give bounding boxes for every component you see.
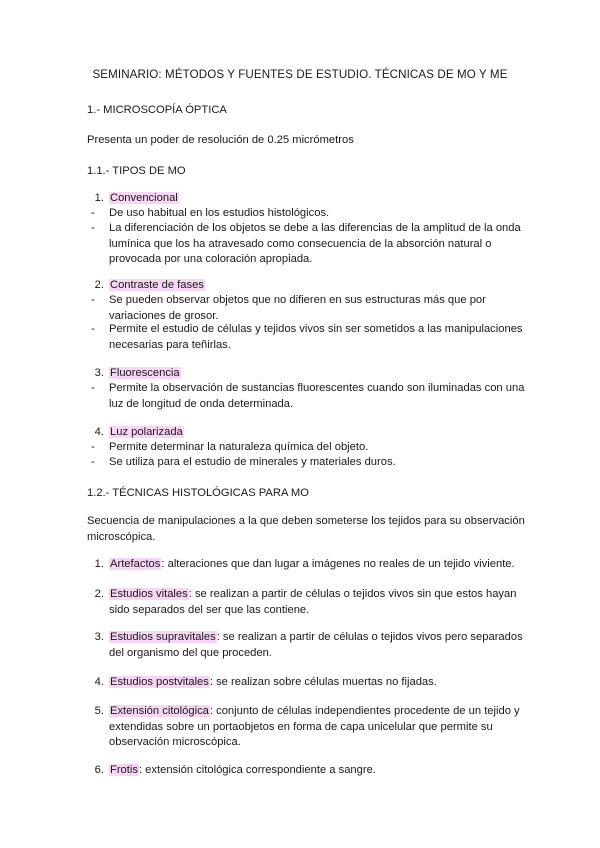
list-number: 4. <box>94 426 104 438</box>
bullet-text: Permite determinar la naturaleza química del objeto. <box>109 441 369 453</box>
list-number: 5. <box>94 705 104 717</box>
highlighted-term: Frotis <box>110 764 138 776</box>
term-separator: : <box>161 558 165 570</box>
term-separator: : <box>209 676 213 688</box>
section-heading-microscopia-optica: 1.- MICROSCOPÍA ÓPTICA <box>87 104 227 116</box>
section-heading-tecnicas-histologicas: 1.2.- TÉCNICAS HISTOLÓGICAS PARA MO <box>87 487 309 499</box>
highlighted-term: Fluorescencia <box>110 367 180 379</box>
highlighted-term: Estudios postvitales <box>110 676 209 688</box>
bullet-text: De uso habitual en los estudios histológicos. <box>109 207 330 219</box>
highlighted-term: Contraste de fases <box>110 279 204 291</box>
definition-text: se realizan a partir de células o tejidos vivos sin que estos hayan sido separados del ser que las contiene. <box>109 588 517 616</box>
bullet-text: Se utiliza para el estudio de minerales y materiales duros. <box>109 456 396 468</box>
dash-bullet: - <box>91 456 95 468</box>
definition-text: conjunto de células independientes procedente de un tejido y extendidas sobre un portaobjetos en forma de capa unicelular que permite su observación microscópica. <box>109 705 520 748</box>
highlighted-term: Luz polarizada <box>110 426 183 438</box>
list-number: 6. <box>94 764 104 776</box>
list-number: 2. <box>94 588 104 600</box>
definition-text: se realizan sobre células muertas no fijadas. <box>212 676 437 688</box>
highlighted-term: Estudios vitales <box>110 588 188 600</box>
highlighted-term: Estudios supravitales <box>110 631 216 643</box>
definition-text: se realizan a partir de células o tejidos vivos pero separados del organismo del que proceden. <box>109 631 523 659</box>
bullet-text: Se pueden observar objetos que no difieren en sus estructuras más que por variaciones de grosor. <box>109 294 486 322</box>
list-number: 4. <box>94 676 104 688</box>
term-separator: : <box>188 588 192 600</box>
list-number: 3. <box>94 367 104 379</box>
bullet-text: La diferenciación de los objetos se debe a las diferencias de la amplitud de la onda lumínica que los ha atravesado como consecuencia de la absorción natural o provocada por una coloración apropiada. <box>109 222 521 265</box>
section-intro-secuencia: Secuencia de manipulaciones a la que deben someterse los tejidos para su observación microscópica. <box>87 515 525 543</box>
definition-text: extensión citológica correspondiente a sangre. <box>142 764 376 776</box>
list-number: 1. <box>94 558 104 570</box>
dash-bullet: - <box>91 441 95 453</box>
bullet-text: Permite el estudio de células y tejidos vivos sin ser sometidos a las manipulaciones necesarias para teñirlas. <box>109 323 523 351</box>
bullet-text: Permite la observación de sustancias fluorescentes cuando son iluminadas con una luz de longitud de onda determinada. <box>109 382 525 410</box>
dash-bullet: - <box>91 323 95 335</box>
highlighted-term: Convencional <box>110 192 178 204</box>
list-number: 2. <box>94 279 104 291</box>
document-title: SEMINARIO: MÉTODOS Y FUENTES DE ESTUDIO. TÉCNICAS DE MO Y ME <box>92 68 508 81</box>
term-separator: : <box>209 705 213 717</box>
highlighted-term: Artefactos <box>110 558 161 570</box>
term-separator: : <box>216 631 220 643</box>
section-heading-tipos-mo: 1.1.- TIPOS DE MO <box>87 165 186 177</box>
term-separator: : <box>138 764 143 776</box>
section-intro-resolucion: Presenta un poder de resolución de 0.25 micrómetros <box>87 134 354 146</box>
dash-bullet: - <box>91 294 95 306</box>
dash-bullet: - <box>91 382 95 394</box>
highlighted-term: Extensión citológica <box>110 705 209 717</box>
list-number: 1. <box>94 192 104 204</box>
definition-text: alteraciones que dan lugar a imágenes no reales de un tejido viviente. <box>164 558 515 570</box>
list-number: 3. <box>94 631 104 643</box>
dash-bullet: - <box>91 207 95 219</box>
dash-bullet: - <box>91 222 95 234</box>
